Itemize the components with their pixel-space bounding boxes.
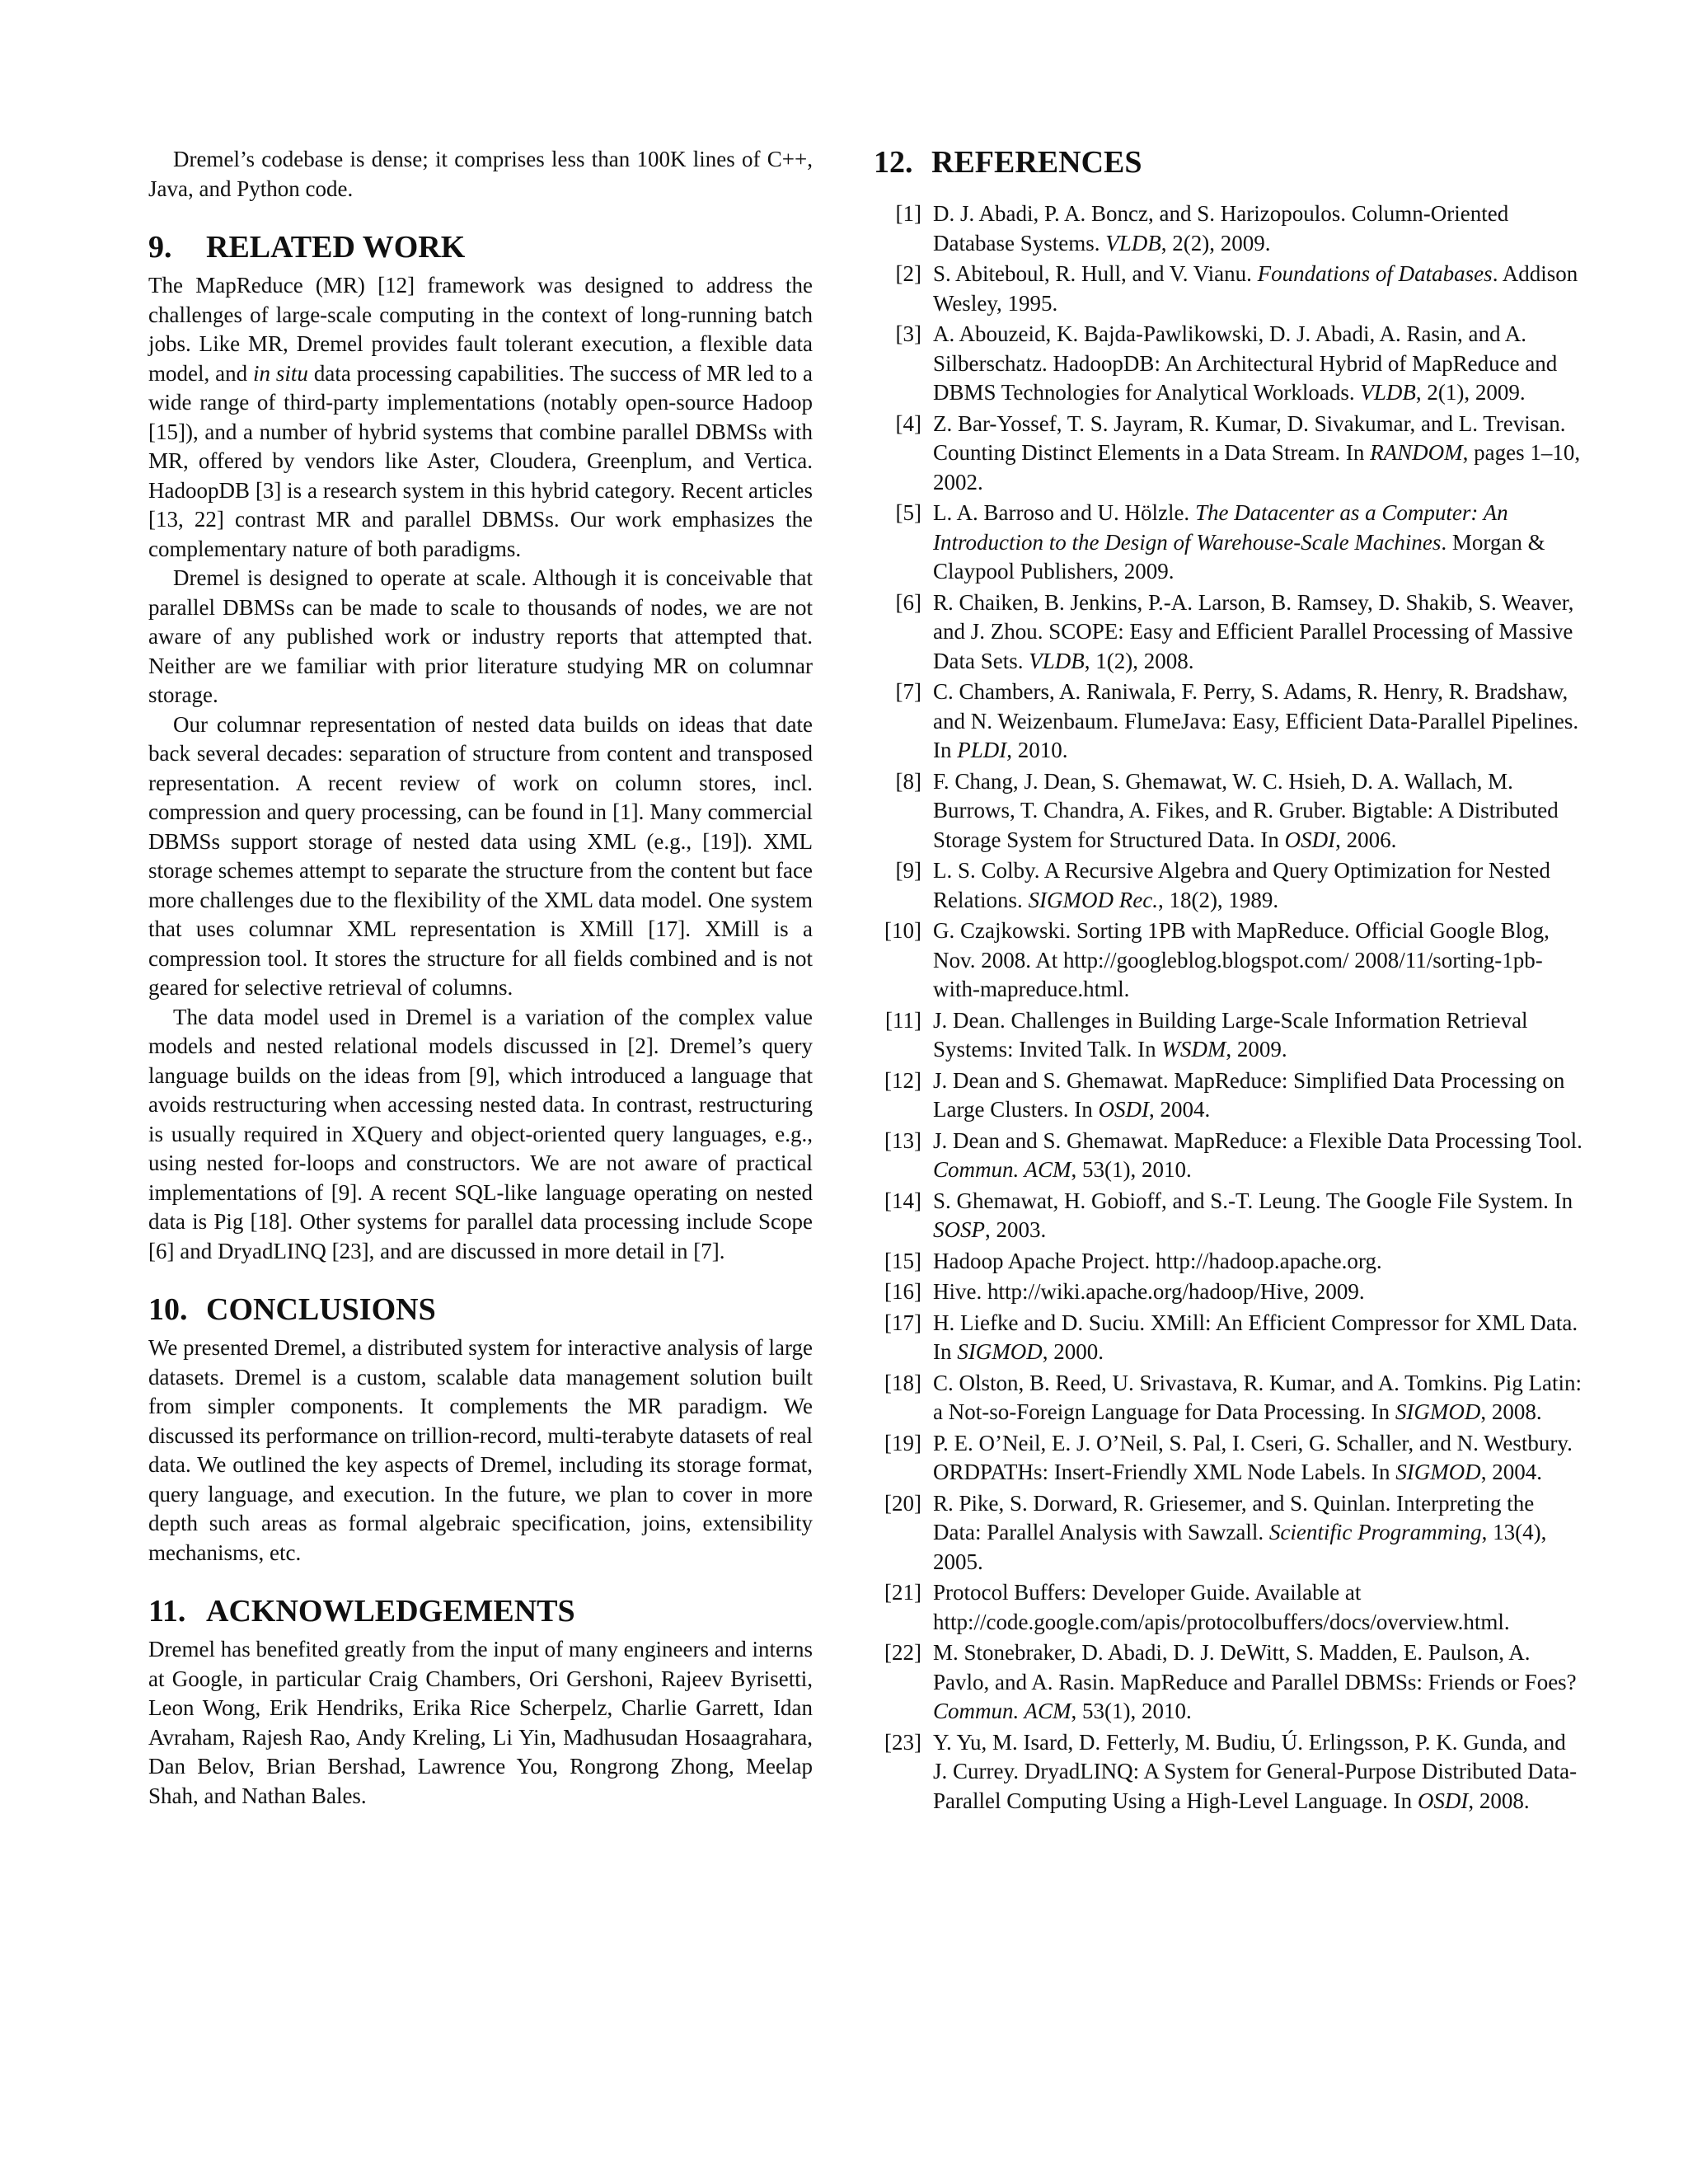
reference-label: [17] bbox=[884, 1310, 921, 1335]
reference-item bbox=[874, 1247, 1582, 1277]
reference-text bbox=[933, 916, 1582, 1005]
related-work-paragraph-1: The MapReduce (MR) [12] framework was designed to address the challenges of large-scale computing in the context of long-running batch jobs. Like MR, Dremel provides fault tolerant execution, a flexible data model, and in situ data processing capabilities. The success of MR led to a wide range of third-party implementations (notably open-source Hadoop [15]), and a number of hybrid systems that combine parallel DBMSs with MR, offered by vendors like Aster, Cloudera, Greenplum, and Vertica. HadoopDB [3] is a research system in this hybrid category. Recent articles [13, 22] contrast MR and parallel DBMSs. Our work emphasizes the complementary nature of both paradigms. bbox=[148, 273, 813, 561]
reference-venue: Commun. ACM bbox=[933, 1699, 1071, 1723]
reference-venue: SIGMOD bbox=[1395, 1399, 1481, 1424]
reference-item bbox=[874, 1187, 1582, 1245]
reference-text-main: R. Pike, S. Dorward, R. Griesemer, and S. Quinlan. Interpreting the Data: Parallel Analysis with Sawzall. bbox=[933, 1490, 1535, 1544]
reference-text bbox=[933, 1429, 1582, 1488]
reference-text bbox=[933, 1309, 1582, 1367]
reference-text-tail: . Morgan & Claypool Publishers, 2009. bbox=[933, 529, 1545, 583]
reference-text bbox=[933, 1578, 1582, 1637]
reference-item bbox=[874, 916, 1582, 1005]
right-column bbox=[874, 143, 1582, 1817]
reference-venue: Commun. ACM bbox=[933, 1157, 1071, 1182]
reference-label: [5] bbox=[895, 500, 921, 525]
reference-venue: VLDB bbox=[1360, 380, 1416, 405]
reference-label: [1] bbox=[895, 201, 921, 226]
reference-text bbox=[933, 588, 1582, 677]
reference-label: [10] bbox=[884, 918, 921, 943]
conclusions-paragraph: We presented Dremel, a distributed system for interactive analysis of large datasets. Dremel is a custom, scalable data management solution built from simpler components. It complements the MR paradigm. We discussed its performance on trillion-record, multi-terabyte datasets of real data. We outlined the key aspects of Dremel, including its storage format, query language, and execution. In the future, we plan to cover in more depth such areas as formal algebraic specification, joins, extensibility mechanisms, etc. bbox=[148, 1335, 813, 1565]
reference-item bbox=[874, 1066, 1582, 1125]
reference-text bbox=[933, 677, 1582, 766]
reference-item bbox=[874, 1638, 1582, 1727]
reference-text-main: C. Olston, B. Reed, U. Srivastava, R. Kumar, and A. Tomkins. Pig Latin: a Not-so-Foreign Language for Data Processing. In bbox=[933, 1370, 1582, 1424]
reference-text-tail: , pages 1–10, 2002. bbox=[933, 440, 1581, 494]
reference-text-tail: , 53(1), 2010. bbox=[1071, 1157, 1192, 1182]
reference-label: [3] bbox=[895, 321, 921, 346]
reference-text-main: P. E. O’Neil, E. J. O’Neil, S. Pal, I. Cseri, G. Schaller, and N. Westbury. ORDPATHs: Insert-Friendly XML Node Labels. In bbox=[933, 1430, 1573, 1484]
reference-label: [18] bbox=[884, 1370, 921, 1395]
reference-text-tail: , 1(2), 2008. bbox=[1084, 648, 1194, 673]
reference-text bbox=[933, 1066, 1582, 1125]
reference-venue: VLDB bbox=[1105, 230, 1161, 255]
reference-text-main: J. Dean and S. Ghemawat. MapReduce: a Flexible Data Processing Tool. bbox=[933, 1127, 1582, 1153]
reference-item bbox=[874, 199, 1582, 258]
reference-text bbox=[933, 320, 1582, 408]
related-work-paragraph-2: Dremel is designed to operate at scale. Although it is conceivable that parallel DBMSs can be made to scale to thousands of nodes, we are not aware of any published work or industry reports that attempted that. Neither are we familiar with prior literature studying MR on columnar storage. bbox=[148, 565, 813, 707]
reference-text-main: Y. Yu, M. Isard, D. Fetterly, M. Budiu, Ú. Erlingsson, P. K. Gunda, and J. Currey. DryadLINQ: A System for General-Purpose Distributed Data-Parallel Computing Using a High-Level Language. In bbox=[933, 1729, 1578, 1813]
reference-text-main: H. Liefke and D. Suciu. XMill: An Efficient Compressor for XML Data. In bbox=[933, 1310, 1578, 1364]
reference-item bbox=[874, 499, 1582, 587]
reference-text-tail: , 2(2), 2009. bbox=[1160, 230, 1271, 255]
reference-text bbox=[933, 767, 1582, 855]
reference-venue: SOSP bbox=[933, 1217, 985, 1242]
intro-paragraph: Dremel’s codebase is dense; it comprises less than 100K lines of C++, Java, and Python code. bbox=[148, 147, 813, 201]
reference-label: [12] bbox=[884, 1067, 921, 1093]
reference-text bbox=[933, 856, 1582, 915]
reference-text-tail: , 2004. bbox=[1480, 1460, 1542, 1484]
reference-label: [22] bbox=[884, 1640, 921, 1665]
reference-text-main: Protocol Buffers: Developer Guide. Available at http://code.google.com/apis/protocolbuffers/docs/overview.html. bbox=[933, 1580, 1510, 1634]
reference-venue: WSDM bbox=[1161, 1037, 1226, 1062]
reference-text-main: A. Abouzeid, K. Bajda-Pawlikowski, D. J. Abadi, A. Rasin, and A. Silberschatz. HadoopDB: An Architectural Hybrid of MapReduce and DBMS Technologies for Analytical Workloads. bbox=[933, 321, 1558, 405]
related-work-paragraph-3: Our columnar representation of nested data builds on ideas that date back several decades: separation of structure from content and transposed representation. A recent review of work on column stores, incl. compression and query processing, can be found in [1]. Many commercial DBMSs support storage of nested data using XML (e.g., [19]). XML storage schemes attempt to separate the structure from the content but face more challenges due to the flexibility of the XML data model. One system that uses columnar XML representation is XMill [17]. XMill is a compression tool. It stores the structure for all fields combined and is not geared for selective retrieval of columns. bbox=[148, 711, 813, 1000]
reference-text-tail: . Addison Wesley, 1995. bbox=[933, 261, 1578, 316]
reference-text-main: S. Abiteboul, R. Hull, and V. Vianu. bbox=[933, 261, 1258, 286]
reference-venue: OSDI bbox=[1098, 1097, 1149, 1122]
reference-list bbox=[874, 199, 1582, 1816]
reference-text bbox=[933, 1728, 1582, 1816]
reference-item bbox=[874, 1127, 1582, 1185]
reference-item bbox=[874, 410, 1582, 498]
reference-item bbox=[874, 677, 1582, 766]
reference-venue: RANDOM bbox=[1370, 440, 1463, 465]
reference-text-tail: , 13(4), 2005. bbox=[933, 1520, 1547, 1574]
reference-text-tail: , 53(1), 2010. bbox=[1071, 1699, 1192, 1723]
reference-item bbox=[874, 1429, 1582, 1488]
reference-venue: VLDB bbox=[1029, 648, 1085, 673]
reference-label: [13] bbox=[884, 1127, 921, 1153]
reference-text-tail: , 2009. bbox=[1226, 1037, 1287, 1062]
reference-text-main: M. Stonebraker, D. Abadi, D. J. DeWitt, S. Madden, E. Paulson, A. Pavlo, and A. Rasin. MapReduce and Parallel DBMSs: Friends or Foes? bbox=[933, 1640, 1577, 1694]
reference-label: [8] bbox=[895, 768, 921, 794]
reference-text-tail: , 2000. bbox=[1042, 1339, 1104, 1364]
reference-label: [14] bbox=[884, 1188, 921, 1213]
reference-item bbox=[874, 1309, 1582, 1367]
section-heading-related-work: 9. RELATED WORK bbox=[148, 230, 466, 265]
reference-venue: Scientific Programming bbox=[1268, 1520, 1482, 1544]
section-heading-conclusions: 10. CONCLUSIONS bbox=[148, 1292, 436, 1327]
reference-label: [19] bbox=[884, 1430, 921, 1455]
reference-label: [4] bbox=[895, 410, 921, 436]
reference-venue: PLDI bbox=[957, 738, 1007, 762]
reference-text bbox=[933, 1127, 1582, 1185]
reference-text-main: J. Dean. Challenges in Building Large-Scale Information Retrieval Systems: Invited Talk. In bbox=[933, 1007, 1528, 1062]
reference-item bbox=[874, 856, 1582, 915]
reference-text-main: F. Chang, J. Dean, S. Ghemawat, W. C. Hsieh, D. A. Wallach, M. Burrows, T. Chandra, A. Fikes, and R. Gruber. Bigtable: A Distributed Storage System for Structured Data. In bbox=[933, 768, 1559, 852]
reference-label: [15] bbox=[884, 1248, 921, 1273]
reference-venue: SIGMOD Rec. bbox=[1028, 887, 1158, 912]
reference-text-main: G. Czajkowski. Sorting 1PB with MapReduce. Official Google Blog, Nov. 2008. At http://googleblog.blogspot.com/ 2008/11/sorting-1pb-with-mapreduce.html. bbox=[933, 918, 1550, 1001]
reference-text bbox=[933, 499, 1582, 587]
reference-text-tail: , 2(1), 2009. bbox=[1415, 380, 1526, 405]
reference-text-tail: , 2006. bbox=[1335, 827, 1397, 852]
related-work-paragraph-4: The data model used in Dremel is a variation of the complex value models and nested relational models discussed in [2]. Dremel’s query language builds on the ideas from [9], which introduced a language that avoids restructuring when accessing nested data. In contrast, restructuring is usually required in XQuery and object-oriented query languages, e.g., using nested for-loops and constructors. We are not aware of practical implementations of [9]. A recent SQL-like language operating on nested data is Pig [18]. Other systems for parallel data processing include Scope [6] and DryadLINQ [23], and are discussed in more detail in [7]. bbox=[148, 1004, 813, 1263]
reference-item bbox=[874, 320, 1582, 408]
reference-text-tail: , 2008. bbox=[1480, 1399, 1542, 1424]
reference-text-tail: , 2004. bbox=[1148, 1097, 1211, 1122]
reference-venue: Foundations of Databases bbox=[1257, 261, 1493, 286]
reference-text-main: S. Ghemawat, H. Gobioff, and S.-T. Leung. The Google File System. In bbox=[933, 1188, 1573, 1213]
reference-text-main: Hive. http://wiki.apache.org/hadoop/Hive, 2009. bbox=[933, 1279, 1365, 1304]
reference-text-main: Hadoop Apache Project. http://hadoop.apache.org. bbox=[933, 1248, 1382, 1273]
reference-item bbox=[874, 1369, 1582, 1427]
reference-venue: OSDI bbox=[1284, 827, 1336, 852]
reference-text-tail: , 2008. bbox=[1468, 1788, 1530, 1813]
reference-text-main: J. Dean and S. Ghemawat. MapReduce: Simplified Data Processing on Large Clusters. In bbox=[933, 1067, 1565, 1122]
reference-venue: OSDI bbox=[1417, 1788, 1469, 1813]
reference-item bbox=[874, 260, 1582, 318]
reference-text-main: C. Chambers, A. Raniwala, F. Perry, S. Adams, R. Henry, R. Bradshaw, and N. Weizenbaum. FlumeJava: Easy, Efficient Data-Parallel Pipelines. In bbox=[933, 679, 1579, 762]
reference-text bbox=[933, 260, 1582, 318]
reference-item bbox=[874, 1006, 1582, 1065]
reference-text-main: L. S. Colby. A Recursive Algebra and Query Optimization for Nested Relations. bbox=[933, 858, 1550, 912]
reference-item bbox=[874, 1728, 1582, 1816]
reference-text bbox=[933, 1187, 1582, 1245]
reference-text-tail: , 2010. bbox=[1006, 738, 1068, 762]
reference-text-main: D. J. Abadi, P. A. Boncz, and S. Harizopoulos. Column-Oriented Database Systems. bbox=[933, 201, 1509, 255]
reference-text bbox=[933, 1489, 1582, 1577]
reference-label: [20] bbox=[884, 1490, 921, 1516]
reference-item bbox=[874, 767, 1582, 855]
reference-text bbox=[933, 410, 1582, 498]
reference-venue: The Datacenter as a Computer: An Introduction to the Design of Warehouse-Scale Machines bbox=[933, 500, 1508, 555]
reference-text bbox=[933, 1247, 1582, 1277]
reference-venue: SIGMOD bbox=[1395, 1460, 1481, 1484]
acknowledgements-paragraph: Dremel has benefited greatly from the input of many engineers and interns at Google, in particular Craig Chambers, Ori Gershoni, Rajeev Byrisetti, Leon Wong, Erik Hendriks, Erika Rice Scherpelz, Charlie Garrett, Idan Avraham, Rajesh Rao, Andy Kreling, Li Yin, Madhusudan Hosaagrahara, Dan Belov, Brian Bershad, Lawrence You, Rongrong Zhong, Meelap Shah, and Nathan Bales. bbox=[148, 1637, 813, 1808]
reference-text bbox=[933, 1277, 1582, 1307]
reference-text bbox=[933, 1006, 1582, 1065]
reference-label: [16] bbox=[884, 1279, 921, 1304]
reference-item bbox=[874, 1277, 1582, 1307]
reference-text-main: R. Chaiken, B. Jenkins, P.-A. Larson, B. Ramsey, D. Shakib, S. Weaver, and J. Zhou. SCOPE: Easy and Efficient Parallel Processing of Massive Data Sets. bbox=[933, 589, 1574, 673]
left-column bbox=[148, 145, 813, 1811]
reference-text-tail: , 2003. bbox=[985, 1217, 1047, 1242]
reference-text-main: L. A. Barroso and U. Hölzle. bbox=[933, 500, 1195, 525]
reference-label: [11] bbox=[885, 1007, 921, 1033]
section-heading-acknowledgements: 11. ACKNOWLEDGEMENTS bbox=[148, 1594, 575, 1629]
reference-item bbox=[874, 1578, 1582, 1637]
reference-text-main: Z. Bar-Yossef, T. S. Jayram, R. Kumar, D. Sivakumar, and L. Trevisan. Counting Distinct Elements in a Data Stream. In bbox=[933, 410, 1566, 465]
reference-label: [9] bbox=[895, 858, 921, 883]
reference-label: [21] bbox=[884, 1580, 921, 1605]
reference-text bbox=[933, 1638, 1582, 1727]
reference-venue: SIGMOD bbox=[957, 1339, 1043, 1364]
reference-label: [2] bbox=[895, 261, 921, 286]
reference-item bbox=[874, 588, 1582, 677]
reference-label: [6] bbox=[895, 589, 921, 615]
reference-text bbox=[933, 199, 1582, 258]
reference-text bbox=[933, 1369, 1582, 1427]
reference-label: [23] bbox=[884, 1729, 921, 1755]
section-heading-references: 12. REFERENCES bbox=[874, 145, 1142, 180]
reference-text-tail: , 18(2), 1989. bbox=[1157, 887, 1279, 912]
reference-item bbox=[874, 1489, 1582, 1577]
reference-label: [7] bbox=[895, 679, 921, 704]
